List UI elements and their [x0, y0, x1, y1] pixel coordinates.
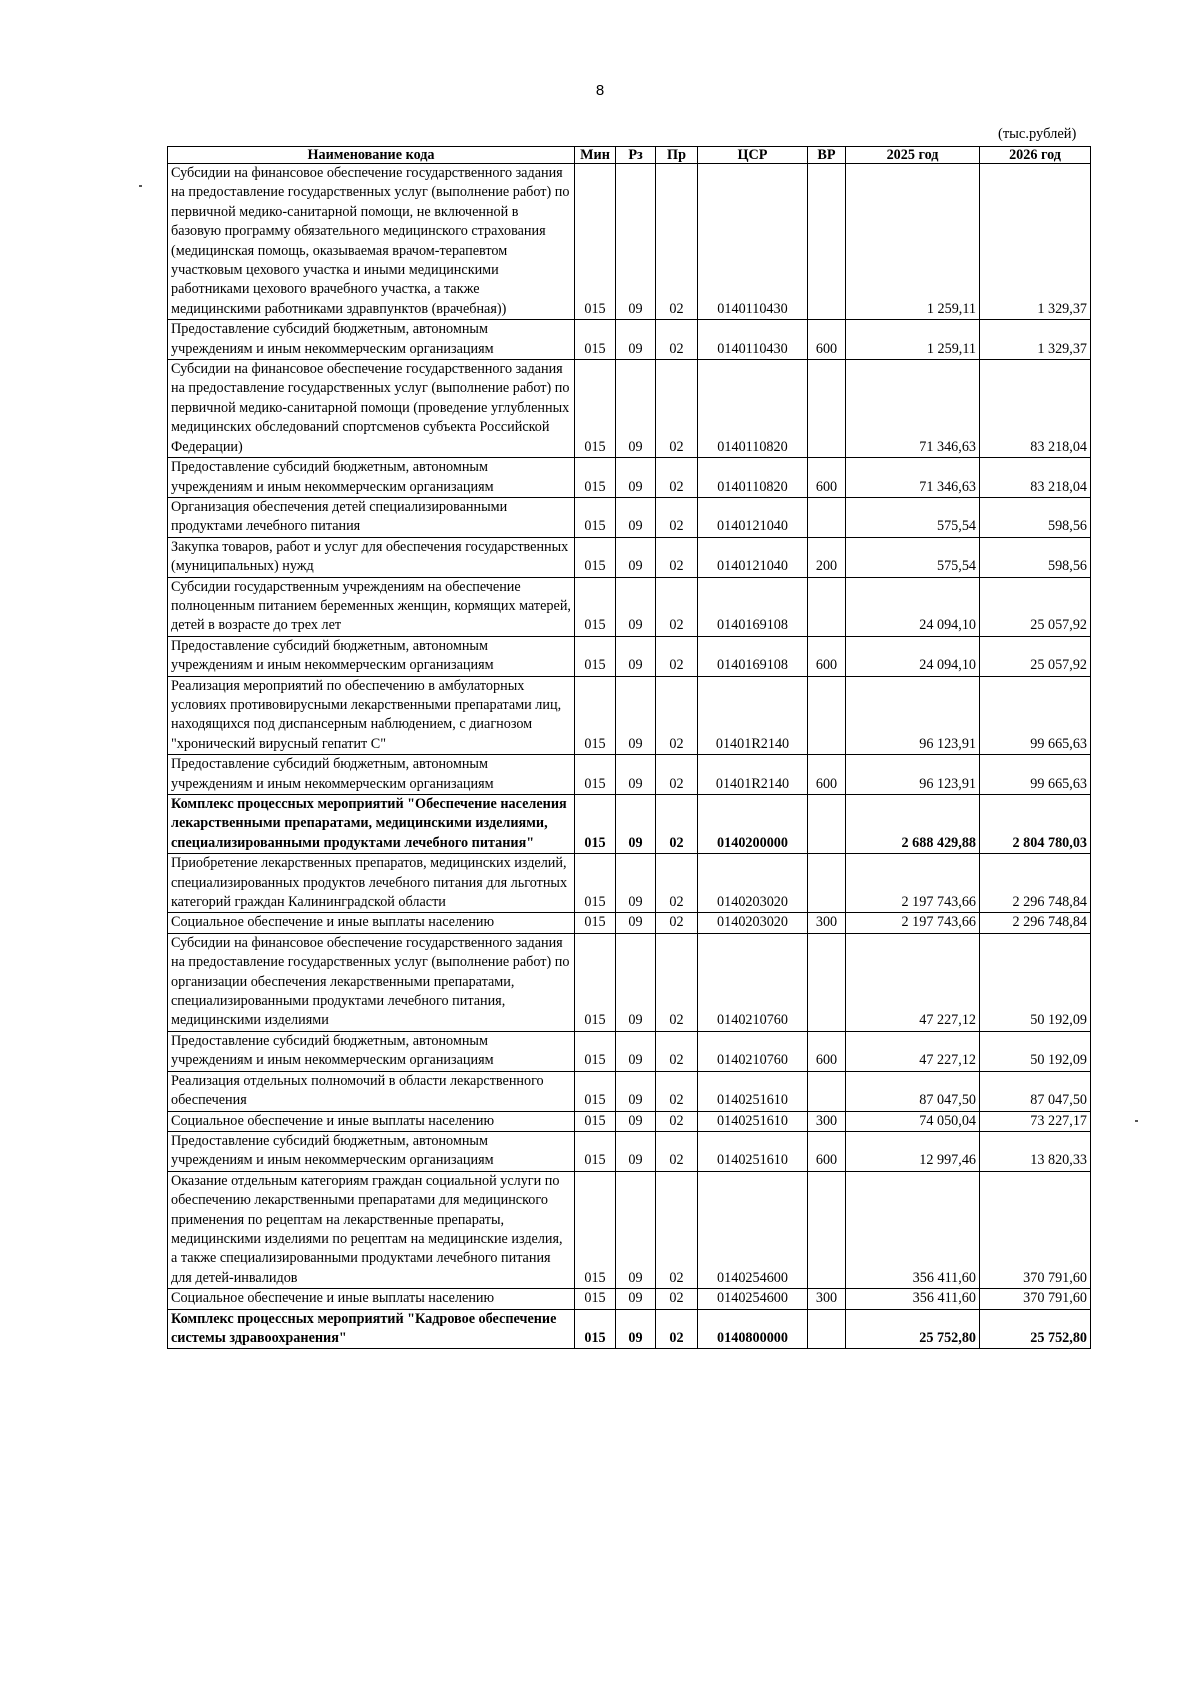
row-2025-cell: 87 047,50: [846, 1071, 980, 1111]
row-2026-cell: 83 218,04: [980, 360, 1091, 458]
row-name-cell: Предоставление субсидий бюджетным, автономным учреждениям и иным некоммерческим организациям: [168, 1031, 575, 1071]
row-pr-cell: 02: [656, 1131, 698, 1171]
table-row: [168, 1131, 1091, 1171]
row-pr-cell: 02: [656, 854, 698, 913]
row-2026-cell: 99 665,63: [980, 755, 1091, 795]
row-rz-cell: 09: [616, 636, 656, 676]
row-2025-cell: 24 094,10: [846, 577, 980, 636]
row-csr-cell: 0140251610: [698, 1111, 808, 1131]
row-vr-cell: 200: [808, 537, 846, 577]
budget-table: [167, 146, 1091, 1349]
row-2025-cell: 47 227,12: [846, 933, 980, 1031]
row-csr-cell: 0140169108: [698, 577, 808, 636]
row-2026-cell: 598,56: [980, 497, 1091, 537]
row-2026-cell: 1 329,37: [980, 320, 1091, 360]
header-min: Мин: [575, 147, 616, 164]
row-pr-cell: 02: [656, 933, 698, 1031]
row-pr-cell: 02: [656, 755, 698, 795]
row-2025-cell: 356 411,60: [846, 1171, 980, 1288]
row-2025-cell: 2 688 429,88: [846, 795, 980, 854]
row-2026-cell: 1 329,37: [980, 164, 1091, 320]
row-2026-cell: 50 192,09: [980, 933, 1091, 1031]
row-csr-cell: 0140200000: [698, 795, 808, 854]
row-2026-cell: 25 752,80: [980, 1309, 1091, 1349]
units-label: (тыс.рублей): [998, 126, 1077, 142]
row-2025-cell: 2 197 743,66: [846, 854, 980, 913]
row-vr-cell: 600: [808, 320, 846, 360]
table-row: [168, 1289, 1091, 1309]
row-rz-cell: 09: [616, 913, 656, 933]
row-rz-cell: 09: [616, 537, 656, 577]
row-min-cell: 015: [575, 1071, 616, 1111]
row-2026-cell: 598,56: [980, 537, 1091, 577]
row-2026-cell: 25 057,92: [980, 636, 1091, 676]
header-rz: Рз: [616, 147, 656, 164]
row-min-cell: 015: [575, 676, 616, 755]
header-vr: ВР: [808, 147, 846, 164]
row-pr-cell: 02: [656, 458, 698, 498]
table-row: [168, 320, 1091, 360]
row-rz-cell: 09: [616, 755, 656, 795]
table-row: [168, 537, 1091, 577]
row-rz-cell: 09: [616, 676, 656, 755]
table-row: [168, 458, 1091, 498]
row-rz-cell: 09: [616, 320, 656, 360]
row-2026-cell: 25 057,92: [980, 577, 1091, 636]
row-pr-cell: 02: [656, 1171, 698, 1288]
row-vr-cell: [808, 795, 846, 854]
row-pr-cell: 02: [656, 497, 698, 537]
row-vr-cell: 300: [808, 1111, 846, 1131]
table-row: [168, 1111, 1091, 1131]
row-vr-cell: 600: [808, 1131, 846, 1171]
row-csr-cell: 0140251610: [698, 1131, 808, 1171]
row-rz-cell: 09: [616, 795, 656, 854]
row-vr-cell: [808, 497, 846, 537]
row-min-cell: 015: [575, 360, 616, 458]
row-2026-cell: 13 820,33: [980, 1131, 1091, 1171]
row-vr-cell: [808, 164, 846, 320]
row-rz-cell: 09: [616, 1309, 656, 1349]
row-2026-cell: 2 296 748,84: [980, 854, 1091, 913]
row-2025-cell: 24 094,10: [846, 636, 980, 676]
row-rz-cell: 09: [616, 164, 656, 320]
page-number: 8: [595, 82, 605, 99]
row-csr-cell: 0140110820: [698, 458, 808, 498]
row-csr-cell: 0140800000: [698, 1309, 808, 1349]
row-rz-cell: 09: [616, 1031, 656, 1071]
row-rz-cell: 09: [616, 854, 656, 913]
row-2026-cell: 2 296 748,84: [980, 913, 1091, 933]
row-name-cell: Комплекс процессных мероприятий "Обеспечение населения лекарственными препаратами, медицинскими изделиями, специализированными продуктами лечебного питания": [168, 795, 575, 854]
row-rz-cell: 09: [616, 360, 656, 458]
table-row: [168, 636, 1091, 676]
row-name-cell: Комплекс процессных мероприятий "Кадровое обеспечение системы здравоохранения": [168, 1309, 575, 1349]
row-vr-cell: [808, 360, 846, 458]
row-csr-cell: 01401R2140: [698, 676, 808, 755]
row-min-cell: 015: [575, 458, 616, 498]
table-header-row: [168, 147, 1091, 164]
table-row: [168, 1031, 1091, 1071]
row-rz-cell: 09: [616, 497, 656, 537]
row-min-cell: 015: [575, 933, 616, 1031]
row-pr-cell: 02: [656, 795, 698, 854]
row-pr-cell: 02: [656, 320, 698, 360]
row-vr-cell: 300: [808, 913, 846, 933]
row-name-cell: Предоставление субсидий бюджетным, автономным учреждениям и иным некоммерческим организациям: [168, 1131, 575, 1171]
row-vr-cell: [808, 676, 846, 755]
row-csr-cell: 0140121040: [698, 497, 808, 537]
table-row: [168, 1171, 1091, 1288]
row-csr-cell: 0140203020: [698, 913, 808, 933]
row-vr-cell: 600: [808, 1031, 846, 1071]
header-2026: 2026 год: [980, 147, 1091, 164]
row-vr-cell: [808, 1309, 846, 1349]
row-vr-cell: 600: [808, 636, 846, 676]
row-2026-cell: 83 218,04: [980, 458, 1091, 498]
row-2025-cell: 71 346,63: [846, 458, 980, 498]
row-rz-cell: 09: [616, 458, 656, 498]
row-pr-cell: 02: [656, 913, 698, 933]
row-rz-cell: 09: [616, 1111, 656, 1131]
row-pr-cell: 02: [656, 1031, 698, 1071]
row-pr-cell: 02: [656, 676, 698, 755]
row-rz-cell: 09: [616, 577, 656, 636]
row-min-cell: 015: [575, 1031, 616, 1071]
row-name-cell: Предоставление субсидий бюджетным, автономным учреждениям и иным некоммерческим организациям: [168, 636, 575, 676]
row-2025-cell: 74 050,04: [846, 1111, 980, 1131]
row-name-cell: Закупка товаров, работ и услуг для обеспечения государственных (муниципальных) нужд: [168, 537, 575, 577]
row-name-cell: Социальное обеспечение и иные выплаты населению: [168, 1289, 575, 1309]
row-vr-cell: [808, 933, 846, 1031]
row-2025-cell: 96 123,91: [846, 755, 980, 795]
row-min-cell: 015: [575, 795, 616, 854]
table-row: [168, 854, 1091, 913]
row-pr-cell: 02: [656, 1289, 698, 1309]
table-row: [168, 913, 1091, 933]
row-min-cell: 015: [575, 913, 616, 933]
row-csr-cell: 0140121040: [698, 537, 808, 577]
row-csr-cell: 0140254600: [698, 1171, 808, 1288]
row-2025-cell: 575,54: [846, 497, 980, 537]
row-name-cell: Реализация отдельных полномочий в области лекарственного обеспечения: [168, 1071, 575, 1111]
row-rz-cell: 09: [616, 1071, 656, 1111]
row-vr-cell: [808, 1071, 846, 1111]
row-vr-cell: [808, 854, 846, 913]
row-csr-cell: 0140210760: [698, 1031, 808, 1071]
row-min-cell: 015: [575, 320, 616, 360]
row-2025-cell: 575,54: [846, 537, 980, 577]
row-pr-cell: 02: [656, 1111, 698, 1131]
row-rz-cell: 09: [616, 933, 656, 1031]
row-csr-cell: 0140254600: [698, 1289, 808, 1309]
row-2025-cell: 25 752,80: [846, 1309, 980, 1349]
row-min-cell: 015: [575, 497, 616, 537]
table-body: [168, 164, 1091, 1349]
row-2025-cell: 96 123,91: [846, 676, 980, 755]
row-name-cell: Субсидии государственным учреждениям на обеспечение полноценным питанием беременных женщин, кормящих матерей, детей в возрасте до трех лет: [168, 577, 575, 636]
row-pr-cell: 02: [656, 164, 698, 320]
scan-speck: [1135, 1120, 1138, 1122]
row-2026-cell: 50 192,09: [980, 1031, 1091, 1071]
row-pr-cell: 02: [656, 636, 698, 676]
row-name-cell: Субсидии на финансовое обеспечение государственного задания на предоставление государственных услуг (выполнение работ) по первичной медико-санитарной помощи, не включенной в базовую программу обязательного медицинского страхования (медицинская помощь, оказываемая врачом-терапевтом участковым цехового участка и иными медицинскими работниками цехового врачебного участка, а также медицинскими работниками здравпунктов (врачебная)): [168, 164, 575, 320]
row-rz-cell: 09: [616, 1171, 656, 1288]
row-vr-cell: 600: [808, 458, 846, 498]
table-row: [168, 933, 1091, 1031]
row-2025-cell: 12 997,46: [846, 1131, 980, 1171]
row-csr-cell: 0140210760: [698, 933, 808, 1031]
row-rz-cell: 09: [616, 1289, 656, 1309]
row-rz-cell: 09: [616, 1131, 656, 1171]
header-csr: ЦСР: [698, 147, 808, 164]
row-name-cell: Приобретение лекарственных препаратов, медицинских изделий, специализированных продуктов лечебного питания для льготных категорий граждан Калининградской области: [168, 854, 575, 913]
row-2026-cell: 2 804 780,03: [980, 795, 1091, 854]
row-min-cell: 015: [575, 854, 616, 913]
table-row: [168, 1309, 1091, 1349]
row-2026-cell: 99 665,63: [980, 676, 1091, 755]
row-min-cell: 015: [575, 537, 616, 577]
row-pr-cell: 02: [656, 1071, 698, 1111]
header-pr: Пр: [656, 147, 698, 164]
row-name-cell: Социальное обеспечение и иные выплаты населению: [168, 913, 575, 933]
row-min-cell: 015: [575, 755, 616, 795]
row-min-cell: 015: [575, 1171, 616, 1288]
row-name-cell: Оказание отдельным категориям граждан социальной услуги по обеспечению лекарственными препаратами для медицинского применения по рецептам на лекарственные препараты, медицинскими изделиями по рецептам на медицинские изделия, а также специализированными продуктами лечебного питания для детей-инвалидов: [168, 1171, 575, 1288]
row-csr-cell: 0140110430: [698, 320, 808, 360]
table-row: [168, 755, 1091, 795]
table-row: [168, 360, 1091, 458]
row-vr-cell: [808, 577, 846, 636]
row-2025-cell: 356 411,60: [846, 1289, 980, 1309]
row-min-cell: 015: [575, 1309, 616, 1349]
row-min-cell: 015: [575, 1111, 616, 1131]
row-min-cell: 015: [575, 636, 616, 676]
row-pr-cell: 02: [656, 577, 698, 636]
table-row: [168, 1071, 1091, 1111]
row-csr-cell: 0140203020: [698, 854, 808, 913]
row-name-cell: Субсидии на финансовое обеспечение государственного задания на предоставление государственных услуг (выполнение работ) по первичной медико-санитарной помощи (проведение углубленных медицинских обследований спортсменов субъекта Российской Федерации): [168, 360, 575, 458]
row-name-cell: Предоставление субсидий бюджетным, автономным учреждениям и иным некоммерческим организациям: [168, 458, 575, 498]
row-2025-cell: 1 259,11: [846, 320, 980, 360]
scan-speck: [139, 185, 142, 187]
row-csr-cell: 0140169108: [698, 636, 808, 676]
row-csr-cell: 01401R2140: [698, 755, 808, 795]
header-2025: 2025 год: [846, 147, 980, 164]
row-name-cell: Субсидии на финансовое обеспечение государственного задания на предоставление государственных услуг (выполнение работ) по организации обеспечения лекарственными препаратами, специализированными продуктами лечебного питания, медицинскими изделиями: [168, 933, 575, 1031]
table-row: [168, 676, 1091, 755]
row-pr-cell: 02: [656, 360, 698, 458]
row-min-cell: 015: [575, 164, 616, 320]
row-pr-cell: 02: [656, 537, 698, 577]
row-2025-cell: 1 259,11: [846, 164, 980, 320]
row-2026-cell: 370 791,60: [980, 1171, 1091, 1288]
row-csr-cell: 0140110430: [698, 164, 808, 320]
row-vr-cell: 300: [808, 1289, 846, 1309]
header-name: Наименование кода: [168, 147, 575, 164]
row-2025-cell: 47 227,12: [846, 1031, 980, 1071]
row-name-cell: Организация обеспечения детей специализированными продуктами лечебного питания: [168, 497, 575, 537]
table-row: [168, 577, 1091, 636]
row-2025-cell: 2 197 743,66: [846, 913, 980, 933]
row-pr-cell: 02: [656, 1309, 698, 1349]
row-2026-cell: 73 227,17: [980, 1111, 1091, 1131]
row-min-cell: 015: [575, 577, 616, 636]
row-vr-cell: 600: [808, 755, 846, 795]
table-row: [168, 795, 1091, 854]
row-vr-cell: [808, 1171, 846, 1288]
row-2026-cell: 370 791,60: [980, 1289, 1091, 1309]
table-row: [168, 497, 1091, 537]
row-name-cell: Социальное обеспечение и иные выплаты населению: [168, 1111, 575, 1131]
row-name-cell: Реализация мероприятий по обеспечению в амбулаторных условиях противовирусными лекарственными препаратами лиц, находящихся под диспансерным наблюдением, с диагнозом "хронический вирусный гепатит С": [168, 676, 575, 755]
row-2026-cell: 87 047,50: [980, 1071, 1091, 1111]
table-row: [168, 164, 1091, 320]
row-2025-cell: 71 346,63: [846, 360, 980, 458]
row-min-cell: 015: [575, 1131, 616, 1171]
row-csr-cell: 0140110820: [698, 360, 808, 458]
row-min-cell: 015: [575, 1289, 616, 1309]
row-csr-cell: 0140251610: [698, 1071, 808, 1111]
row-name-cell: Предоставление субсидий бюджетным, автономным учреждениям и иным некоммерческим организациям: [168, 320, 575, 360]
row-name-cell: Предоставление субсидий бюджетным, автономным учреждениям и иным некоммерческим организациям: [168, 755, 575, 795]
